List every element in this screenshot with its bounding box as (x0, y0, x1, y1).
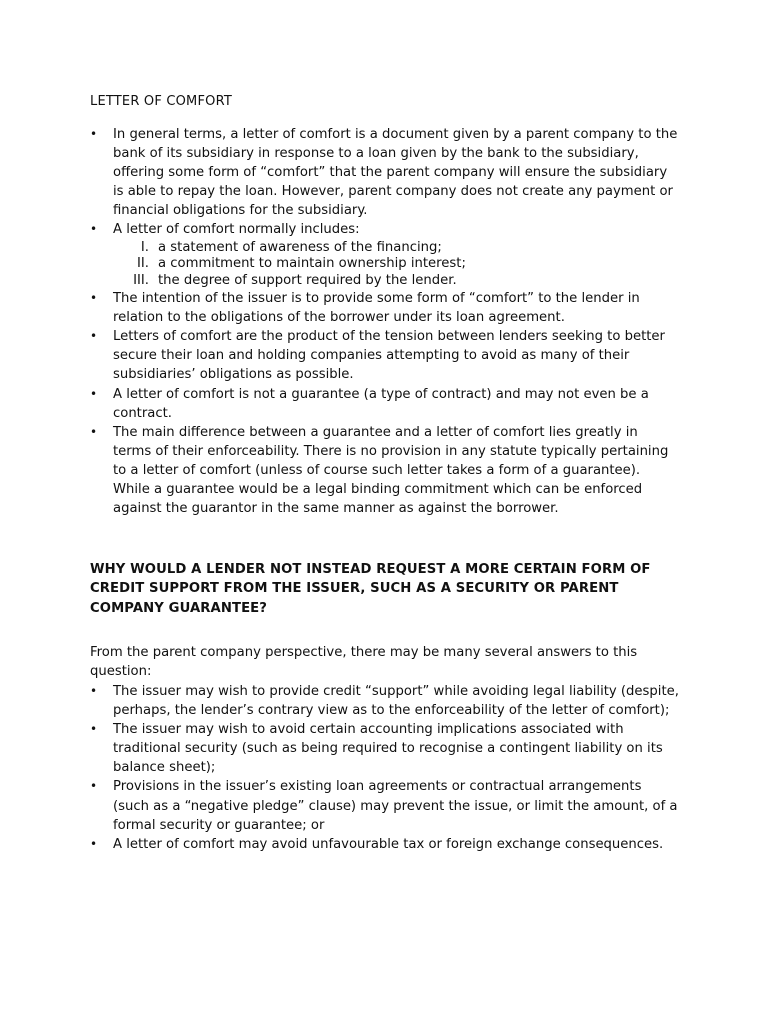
roman-numeral: II. (137, 256, 149, 272)
list-item (0, 835, 768, 854)
bullet-icon: • (90, 684, 98, 698)
document-title: LETTER OF COMFORT (90, 94, 232, 109)
list-item-text: The issuer may wish to avoid certain accounting implications associated with traditional security (such as being required to recognise a contingent liability on its balance sheet); (113, 722, 663, 776)
list-item-text: The issuer may wish to provide credit “support” while avoiding legal liability (despite, perhaps, the lender’s contrary view as to the enforceability of the letter of comfort); (113, 684, 679, 719)
sub-list-item (113, 240, 680, 257)
list-item-text: Provisions in the issuer’s existing loan agreements or contractual arrangements (such as a “negative pledge” clause) may prevent the issue, or limit the amount, of a formal security or guarantee; or (113, 779, 678, 833)
bullet-icon: • (90, 386, 98, 401)
sub-list-item-text: a statement of awareness of the financing; (158, 239, 442, 255)
list-item-text: The intention of the issuer is to provide some form of “comfort” to the lender in relation to the obligations of the borrower under its loan agreement. (113, 291, 640, 326)
list-item (0, 777, 768, 834)
reasons-bullet-list (0, 682, 768, 854)
list-item (0, 720, 768, 777)
section-intro-paragraph: From the parent company perspective, there may be many several answers to this question: (90, 645, 638, 680)
list-item-text: A letter of comfort is not a guarantee (a type of contract) and may not even be a contract. (113, 386, 649, 421)
list-item-text: A letter of comfort may avoid unfavourable tax or foreign exchange consequences. (113, 836, 664, 852)
bullet-icon: • (90, 329, 98, 344)
bullet-icon: • (90, 127, 98, 141)
list-item (0, 385, 768, 423)
sub-list-item-text: the degree of support required by the lender. (158, 272, 457, 288)
roman-numeral: III. (133, 272, 149, 288)
list-item-text: In general terms, a letter of comfort is a document given by a parent company to the bank of its subsidiary in response to a loan given by the bank to the subsidiary, offering some form of “comfort” that the parent company will ensure the subsidiary is able to repay the loan. However, parent company does not create any payment or financial obligations for the subsidiary. (113, 127, 678, 219)
section-heading: WHY WOULD A LENDER NOT INSTEAD REQUEST A MORE CERTAIN FORM OF CREDIT SUPPORT FROM THE ISSUER, SUCH AS A SECURITY OR PARENT COMPANY GUARANTEE? (90, 562, 651, 616)
list-item (0, 682, 768, 720)
includes-sub-list (113, 240, 680, 290)
bullet-icon: • (90, 836, 98, 851)
bullet-icon: • (90, 291, 98, 306)
list-item-text: The main difference between a guarantee and a letter of comfort lies greatly in terms of their enforceability. There is no provision in any statute typically pertaining to a letter of comfort (unless of course such letter takes a form of a guarantee). While a guarantee would be a legal binding commitment which can be enforced against the guarantor in the same manner as against the borrower. (113, 424, 669, 517)
bullet-icon: • (90, 222, 98, 237)
list-item-text: A letter of comfort normally includes: (113, 222, 360, 238)
sub-list-item (113, 273, 680, 290)
list-item (0, 220, 768, 289)
list-item (0, 327, 768, 384)
list-item (0, 423, 768, 518)
list-item-text: Letters of comfort are the product of the tension between lenders seeking to better secure their loan and holding companies attempting to avoid as many of their subsidiaries’ obligations as possible. (113, 329, 665, 383)
bullet-icon: • (90, 722, 98, 737)
comfort-bullet-list (0, 125, 768, 518)
roman-numeral: I. (140, 239, 149, 255)
sub-list-item-text: a commitment to maintain ownership interest; (158, 256, 466, 272)
bullet-icon: • (90, 424, 98, 439)
list-item (0, 289, 768, 327)
sub-list-item (113, 256, 680, 273)
list-item (0, 125, 768, 220)
bullet-icon: • (90, 779, 98, 794)
